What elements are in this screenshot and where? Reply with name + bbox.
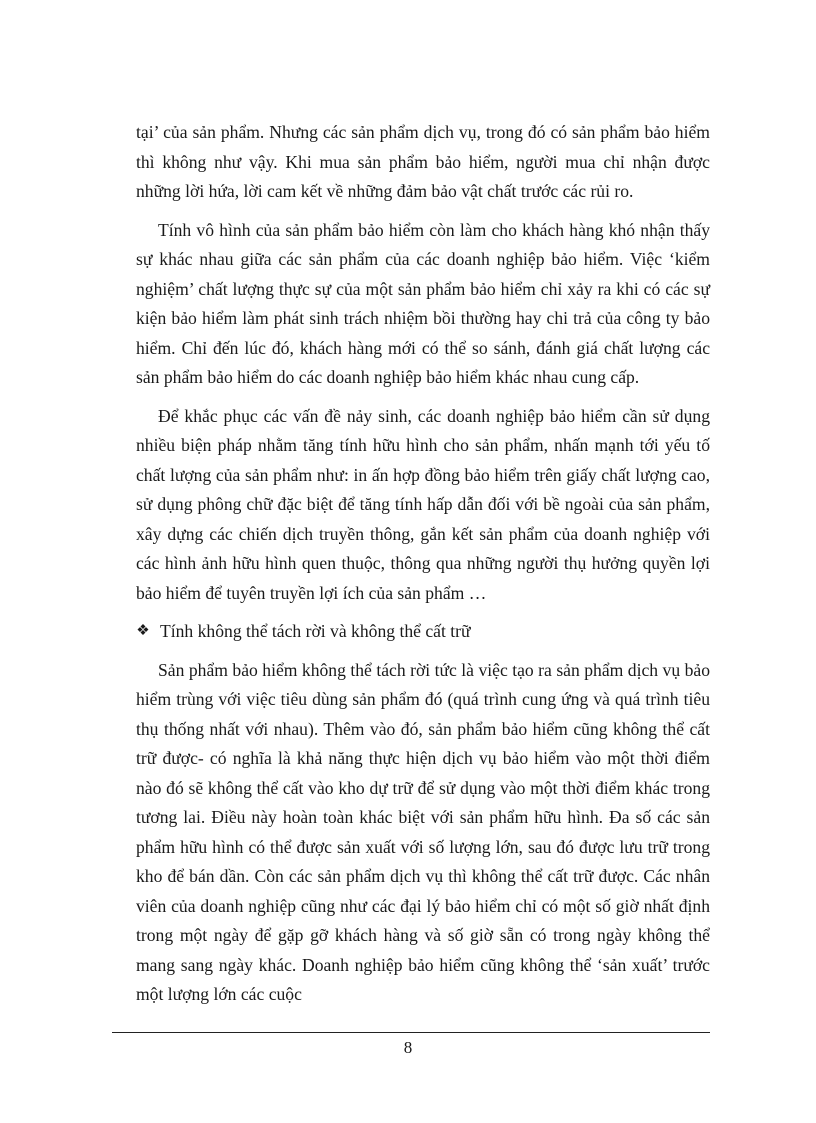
footer-divider xyxy=(112,1032,710,1033)
paragraph-intangibility: Tính vô hình của sản phẩm bảo hiểm còn làm cho khách hàng khó nhận thấy sự khác nhau giữa các sản phẩm của các doanh nghiệp bảo hiểm. Việc ‘kiểm nghiệm’ chất lượng thực sự của một sản phẩm bảo hiểm chỉ xảy ra khi có các sự kiện bảo hiểm làm phát sinh trách nhiệm bồi thường hay chi trả của công ty bảo hiểm. Chỉ đến lúc đó, khách hàng mới có thể so sánh, đánh giá chất lượng các sản phẩm bảo hiểm do các doanh nghiệp bảo hiểm khác nhau cung cấp. xyxy=(136,219,710,387)
paragraph-remedies: Để khắc phục các vấn đề nảy sinh, các doanh nghiệp bảo hiểm cần sử dụng nhiều biện pháp nhằm tăng tính hữu hình cho sản phẩm, nhấn mạnh tới yếu tố chất lượng của sản phẩm như: in ấn hợp đồng bảo hiểm trên giấy chất lượng cao, sử dụng phông chữ đặc biệt để tăng tính hấp dẫn đối với bề ngoài của sản phẩm, xây dựng các chiến dịch truyền thông, gắn kết sản phẩm của doanh nghiệp với các hình ảnh hữu hình quen thuộc, thông qua những người thụ hưởng quyền lợi bảo hiểm để tuyên truyền lợi ích của sản phẩm … xyxy=(136,405,710,603)
paragraph-continuation: tại’ của sản phẩm. Nhưng các sản phẩm dịch vụ, trong đó có sản phẩm bảo hiểm thì không như vậy. Khi mua sản phẩm bảo hiểm, người mua chỉ nhận được những lời hứa, lời cam kết về những đảm bảo vật chất trước các rủi ro. xyxy=(136,122,710,201)
diamond-bullet-icon: ❖ xyxy=(136,623,150,639)
document-page xyxy=(136,118,710,1019)
section-heading xyxy=(136,617,710,647)
paragraph-inseparability: Sản phẩm bảo hiểm không thể tách rời tức là việc tạo ra sản phẩm dịch vụ bảo hiểm trùng với việc tiêu dùng sản phẩm đó (quá trình cung ứng và quá trình tiêu thụ thống nhất với nhau). Thêm vào đó, sản phẩm bảo hiểm cũng không thể cất trữ được- có nghĩa là khả năng thực hiện dịch vụ bảo hiểm vào một thời điểm nào đó sẽ không thể cất vào kho dự trữ để sử dụng vào một thời điểm khác trong tương lai. Điều này hoàn toàn khác biệt với sản phẩm hữu hình. Đa số các sản phẩm hữu hình có thể được sản xuất với số lượng lớn, sau đó được lưu trữ trong kho để bán dần. Còn các sản phẩm dịch vụ thì không thể cất trữ được. Các nhân viên của doanh nghiệp cũng như các đại lý bảo hiểm chỉ có một số giờ nhất định trong một ngày để gặp gỡ khách hàng và số giờ sẵn có trong ngày không thể mang sang ngày khác. Doanh nghiệp bảo hiểm cũng không thể ‘sản xuất’ trước một lượng lớn các cuộc xyxy=(136,659,710,1004)
section-heading-text: Tính không thể tách rời và không thể cất trữ xyxy=(160,621,471,641)
page-number: 8 xyxy=(403,1038,413,1057)
